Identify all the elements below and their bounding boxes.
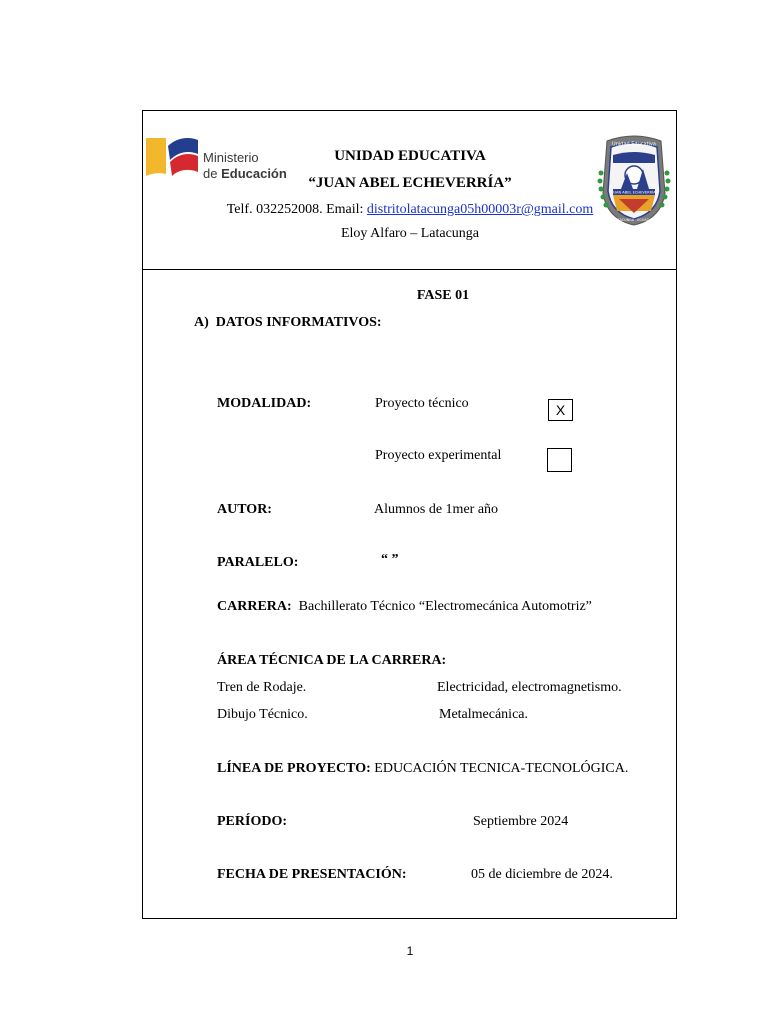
area-label: ÁREA TÉCNICA DE LA CARRERA:	[217, 653, 447, 668]
linea-line	[217, 761, 628, 777]
paralelo-label: PARALELO:	[217, 555, 299, 570]
section-heading: A) DATOS INFORMATIVOS:	[194, 315, 382, 330]
contact-line	[227, 202, 594, 218]
carrera-value: Bachillerato Técnico “Electromecánica Automotriz”	[298, 599, 592, 614]
address: Eloy Alfaro – Latacunga	[340, 226, 480, 241]
modalidad-option-experimental: Proyecto experimental	[375, 448, 502, 463]
paralelo-value: “ ”	[381, 552, 399, 567]
fecha-label: FECHA DE PRESENTACIÓN:	[217, 867, 407, 882]
area-item: Electricidad, electromagnetismo.	[437, 680, 622, 695]
header-divider	[143, 269, 676, 270]
crest-middle-text: JUAN ABEL ECHEVERRÍA	[612, 190, 656, 195]
ministry-logo-bold: Educación	[221, 166, 287, 181]
ministry-logo-line1: Ministerio	[203, 150, 259, 165]
contact-prefix: Telf. 032252008. Email:	[226, 202, 367, 217]
school-crest-icon	[597, 133, 671, 227]
ministry-logo-prefix: de	[203, 166, 222, 181]
fecha-value: 05 de diciembre de 2024.	[471, 867, 613, 882]
area-item: Metalmecánica.	[439, 707, 529, 722]
area-item: Tren de Rodaje.	[217, 680, 307, 695]
school-name: “JUAN ABEL ECHEVERRÍA”	[308, 175, 512, 191]
linea-value: EDUCACIÓN TECNICA-TECNOLÓGICA.	[374, 761, 629, 776]
modalidad-tecnico-checkbox[interactable]: X	[548, 399, 573, 421]
phase-title: FASE 01	[416, 288, 470, 303]
carrera-label: CARRERA:	[217, 599, 292, 614]
ministry-flag-icon	[146, 134, 202, 180]
carrera-line	[217, 599, 592, 615]
periodo-value: Septiembre 2024	[473, 814, 569, 829]
crest-top-text: Unidad Educativa	[612, 141, 656, 148]
autor-value: Alumnos de 1mer año	[374, 502, 499, 517]
modalidad-label: MODALIDAD:	[217, 396, 312, 411]
ministry-logo	[146, 134, 288, 180]
page-number: 1	[406, 944, 414, 958]
modalidad-experimental-checkbox[interactable]	[547, 448, 572, 472]
autor-label: AUTOR:	[217, 502, 272, 517]
linea-label: LÍNEA DE PROYECTO:	[217, 761, 371, 776]
crest-bottom-text: LATACUNGA · ECUADOR	[613, 218, 655, 222]
periodo-label: PERÍODO:	[217, 814, 287, 829]
area-item: Dibujo Técnico.	[217, 707, 308, 722]
school-type: UNIDAD EDUCATIVA	[334, 148, 486, 164]
email-link[interactable]: distritolatacunga05h00003r@gmail.com	[366, 202, 594, 217]
modalidad-option-tecnico: Proyecto técnico	[375, 396, 469, 411]
